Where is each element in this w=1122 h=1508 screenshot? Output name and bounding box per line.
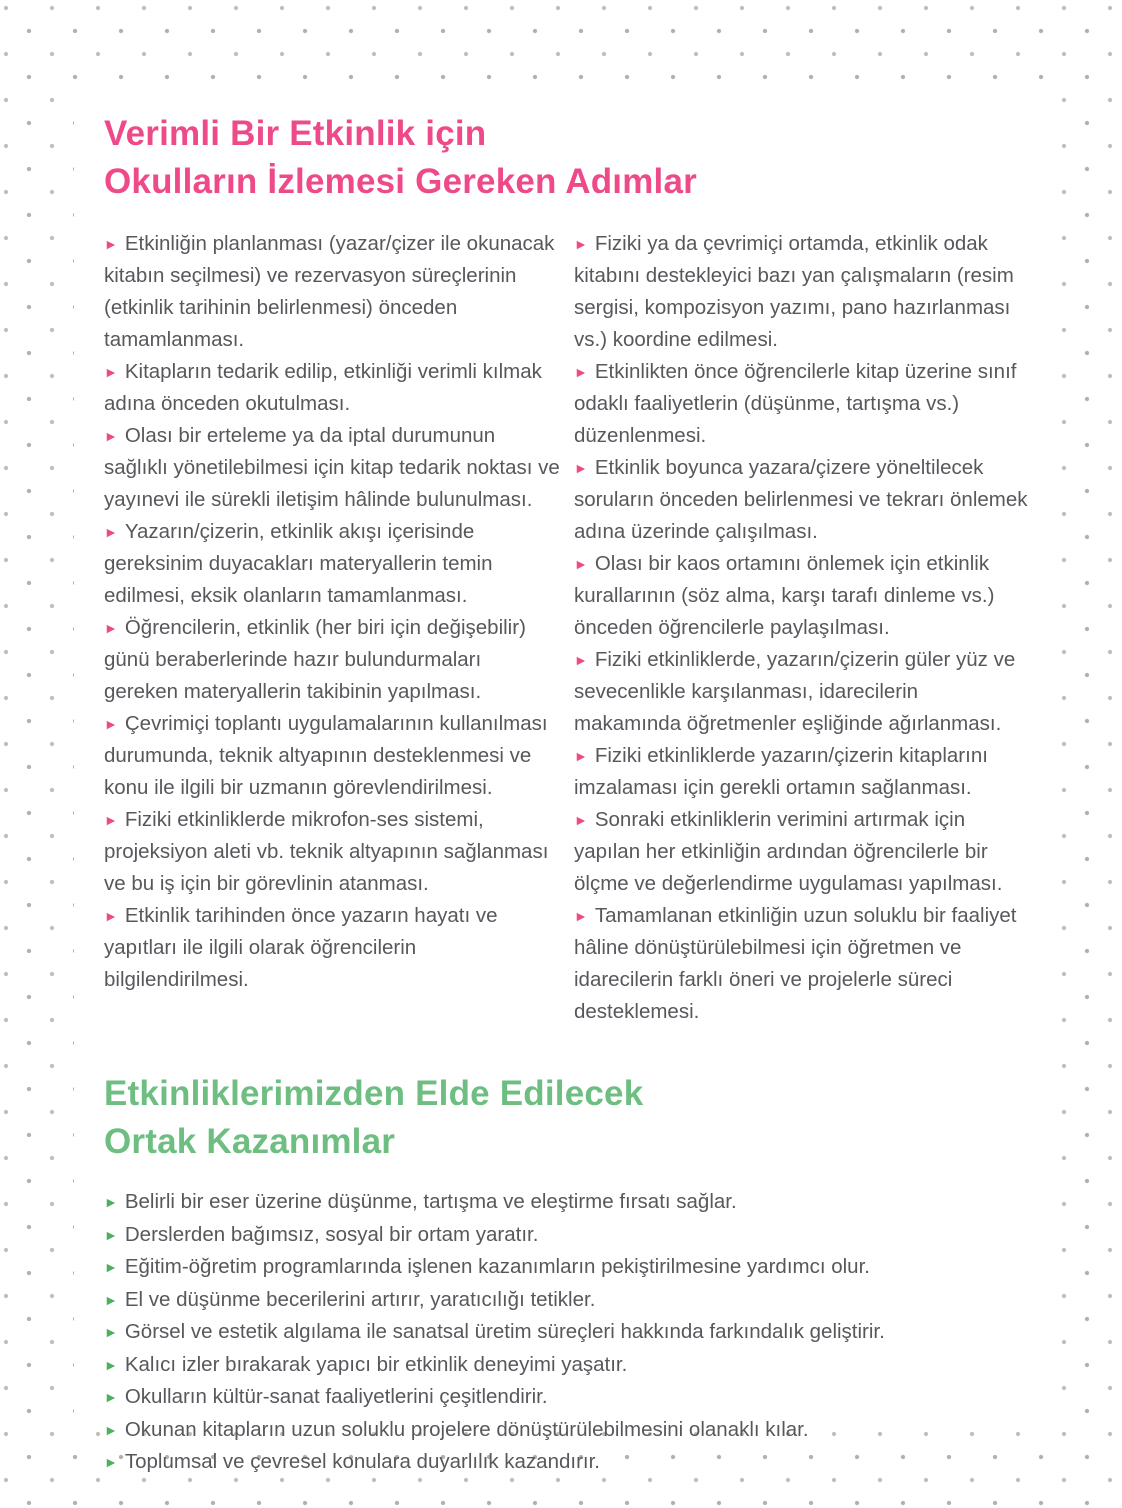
list-item (574, 452, 1030, 548)
content-panel (74, 80, 1048, 1473)
triangle-bullet-icon: ► (574, 908, 588, 924)
triangle-bullet-icon: ► (104, 1421, 118, 1438)
list-item-text: Tamamlanan etkinliğin uzun soluklu bir faaliyet hâline dönüştürülebilmesi için öğretmen ve idarecilerin farklı öneri ve projelerle süreci desteklemesi. (574, 904, 1017, 1023)
triangle-bullet-icon: ► (574, 236, 588, 252)
list-item-text: Etkinlikten önce öğrencilerle kitap üzerine sınıf odaklı faaliyetlerin (düşünme, tartışma vs.) düzenlenmesi. (574, 360, 1017, 447)
triangle-bullet-icon: ► (104, 1226, 118, 1243)
triangle-bullet-icon: ► (104, 1389, 118, 1405)
triangle-bullet-icon: ► (104, 1291, 118, 1308)
triangle-bullet-icon: ► (104, 812, 118, 828)
list-item (104, 420, 560, 516)
gains-title-line-1: Etkinliklerimizden Elde Edilecek (104, 1074, 644, 1113)
list-item (574, 740, 1030, 804)
triangle-bullet-icon: ► (104, 364, 118, 380)
steps-section-title (104, 110, 1030, 206)
triangle-bullet-icon: ► (104, 716, 118, 732)
list-item (104, 1381, 1030, 1414)
triangle-bullet-icon: ► (574, 748, 588, 764)
list-item (104, 516, 560, 612)
list-item-text: Belirli bir eser üzerine düşünme, tartışma ve eleştirme fırsatı sağlar. (124, 1190, 737, 1213)
triangle-bullet-icon: ► (104, 236, 118, 252)
list-item-text: Öğrencilerin, etkinlik (her biri için değişebilir) günü beraberlerinde hazır bulundurmaları gereken materyallerin takibinin yapılması. (104, 616, 526, 703)
list-item-text: El ve düşünme becerilerini artırır, yaratıcılığı tetikler. (124, 1287, 596, 1311)
list-item (104, 612, 560, 708)
list-item-text: Fiziki etkinliklerde, yazarın/çizerin güler yüz ve sevecenlikle karşılanması, idarecilerin makamında öğretmenler eşliğinde ağırlanması. (574, 648, 1016, 735)
triangle-bullet-icon: ► (104, 1194, 118, 1210)
list-item-text: Etkinlik boyunca yazara/çizere yöneltilecek soruların önceden belirlenmesi ve tekrarı önlemek adına üzerinde çalışılması. (574, 456, 1028, 543)
triangle-bullet-icon: ► (104, 428, 118, 444)
list-item (104, 1349, 1030, 1382)
triangle-bullet-icon: ► (104, 908, 118, 924)
list-item-text: Fiziki ya da çevrimiçi ortamda, etkinlik odak kitabını destekleyici bazı yan çalışmaların (resim sergisi, kompozisyon yazımı, pano hazırlanması vs.) koordine edilmesi. (574, 232, 1014, 351)
triangle-bullet-icon: ► (574, 812, 588, 828)
list-item-text: Görsel ve estetik algılama ile sanatsal üretim süreçleri hakkında farkındalık geliştirir. (124, 1320, 885, 1343)
list-item (104, 804, 560, 900)
list-item (104, 228, 560, 356)
list-item (574, 644, 1030, 740)
triangle-bullet-icon: ► (104, 1259, 118, 1275)
steps-columns (104, 228, 1030, 1028)
list-item (104, 356, 560, 420)
triangle-bullet-icon: ► (104, 1454, 118, 1470)
steps-title-line-1: Verimli Bir Etkinlik için (104, 114, 487, 153)
triangle-bullet-icon: ► (104, 620, 118, 636)
list-item (104, 900, 560, 996)
triangle-bullet-icon: ► (574, 556, 588, 572)
list-item-text: Derslerden bağımsız, sosyal bir ortam yaratır. (124, 1222, 539, 1246)
list-item-text: Yazarın/çizerin, etkinlik akışı içerisinde gereksinim duyacakları materyallerin temin edilmesi, eksik olanların tamamlanması. (104, 520, 493, 607)
list-item-text: Etkinlik tarihinden önce yazarın hayatı ve yapıtları ile ilgili olarak öğrencilerin bilgilendirilmesi. (104, 904, 498, 991)
triangle-bullet-icon: ► (574, 652, 588, 668)
gains-title-line-2: Ortak Kazanımlar (104, 1122, 396, 1161)
list-item (104, 1316, 1030, 1349)
list-item (104, 708, 560, 804)
steps-title-line-2: Okulların İzlemesi Gereken Adımlar (104, 162, 697, 201)
list-item (574, 900, 1030, 1028)
list-item (104, 1186, 1030, 1219)
list-item-text: Eğitim-öğretim programlarında işlenen kazanımların pekiştirilmesine yardımcı olur. (124, 1255, 870, 1278)
list-item-text: Okunan kitapların uzun soluklu projelere dönüştürülebilmesini olanaklı kılar. (124, 1417, 809, 1441)
list-item-text: Okulların kültür-sanat faaliyetlerini çeşitlendirir. (124, 1385, 548, 1408)
list-item-text: Toplumsal ve çevresel konulara duyarlılık kazandırır. (124, 1450, 600, 1473)
list-item-text: Etkinliğin planlanması (yazar/çizer ile okunacak kitabın seçilmesi) ve rezervasyon süreçlerinin (etkinlik tarihinin belirlenmesi) önceden tamamlanması. (104, 232, 555, 351)
gains-list (104, 1186, 1030, 1479)
list-item (104, 1414, 1030, 1447)
list-item-text: Fiziki etkinliklerde mikrofon-ses sistemi, projeksiyon aleti vb. teknik altyapının sağlanması ve bu iş için bir görevlinin atanması. (104, 808, 549, 895)
list-item (574, 804, 1030, 900)
triangle-bullet-icon: ► (104, 524, 118, 540)
list-item (104, 1251, 1030, 1284)
list-item-text: Sonraki etkinliklerin verimini artırmak için yapılan her etkinliğin ardından öğrencilerle bir ölçme ve değerlendirme uygulaması yapılması. (574, 808, 1003, 895)
list-item-text: Kalıcı izler bırakarak yapıcı bir etkinlik deneyimi yaşatır. (124, 1352, 628, 1376)
list-item-text: Olası bir erteleme ya da iptal durumunun sağlıklı yönetilebilmesi için kitap tedarik noktası ve yayınevi ile sürekli iletişim hâlinde bulunulması. (104, 424, 560, 511)
list-item-text: Kitapların tedarik edilip, etkinliği verimli kılmak adına önceden okutulması. (104, 360, 542, 415)
list-item-text: Çevrimiçi toplantı uygulamalarının kullanılması durumunda, teknik altyapının desteklenmesi ve konu ile ilgili bir uzmanın görevlendirilmesi. (104, 712, 548, 799)
gains-section-title (104, 1070, 1030, 1166)
steps-column-left (104, 228, 560, 1028)
triangle-bullet-icon: ► (574, 460, 588, 476)
triangle-bullet-icon: ► (574, 364, 588, 380)
list-item (104, 1284, 1030, 1317)
list-item-text: Fiziki etkinliklerde yazarın/çizerin kitaplarını imzalaması için gerekli ortamın sağlanması. (574, 744, 988, 799)
list-item (574, 548, 1030, 644)
triangle-bullet-icon: ► (104, 1324, 118, 1340)
list-item (574, 228, 1030, 356)
triangle-bullet-icon: ► (104, 1356, 118, 1373)
list-item (104, 1219, 1030, 1252)
list-item (104, 1446, 1030, 1479)
list-item (574, 356, 1030, 452)
list-item-text: Olası bir kaos ortamını önlemek için etkinlik kurallarının (söz alma, karşı tarafı dinleme vs.) önceden öğrencilerle paylaşılması. (574, 552, 995, 639)
steps-column-right (574, 228, 1030, 1028)
